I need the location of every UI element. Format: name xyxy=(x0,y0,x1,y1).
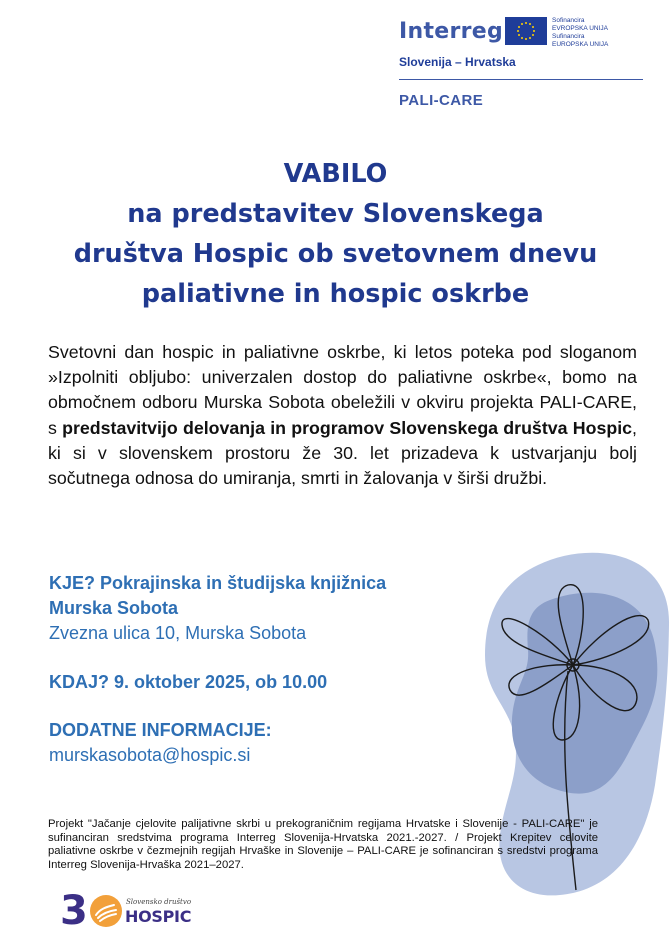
location-address: Zvezna ulica 10, Murska Sobota xyxy=(49,623,307,643)
contact-email-link[interactable]: murskasobota@hospic.si xyxy=(49,745,251,765)
funding-footnote: Projekt "Jačanje cjelovite palijativne skrbi u prekograničnim regijama Hrvatske i Slovenije - PALI-CARE" je sufinanciran sredstvima programa Interreg Slovenija-Hrvatska 2021.-2027. / Projekt Krepitev celovite paliativne oskrbe v čezmejnih regijah Hrvaške in Slovenije – PALI-CARE je sofinanciran s sredstvi programa Interreg Slovenija-Hrvaška 2021–2027. xyxy=(48,818,598,871)
more-info-label: DODATNE INFORMACIJE: xyxy=(49,720,272,740)
logo-subtitle: Slovensko društvo xyxy=(126,898,192,906)
hands-circle-logo-icon xyxy=(88,893,124,929)
invitation-title xyxy=(20,154,651,314)
cofund-text-si: Sofinancira EVROPSKA UNIJA xyxy=(552,17,608,32)
header-divider xyxy=(399,79,643,80)
cofund-text-hr: Sufinancira EUROPSKA UNIJA xyxy=(552,33,609,48)
location-label: KJE? Pokrajinska in študijska knjižnica xyxy=(49,573,387,593)
project-name: PALI-CARE xyxy=(399,92,484,109)
intro-text-2: , ki si v slovenskem prostoru že 30. let prizadeva k ustvarjanju bolj sočutnega odnosa do umiranja, smrti in žalovanja v širši družbi. xyxy=(48,417,637,489)
intro-paragraph xyxy=(48,340,637,491)
program-region: Slovenija – Hrvatska xyxy=(399,55,516,69)
title-line-4: paliativne in hospic oskrbe xyxy=(141,279,530,309)
title-line-2: na predstavitev Slovenskega xyxy=(127,199,544,229)
intro-bold-text: predstavitvijo delovanja in programov Slovenskega društva Hospic xyxy=(62,417,633,438)
logo-hospic-text: HOSPIC xyxy=(125,907,192,926)
event-date-time: KDAJ? 9. oktober 2025, ob 10.00 xyxy=(49,672,328,692)
interreg-logo-text: Interreg xyxy=(399,19,504,44)
intro-text-1: Svetovni dan hospic in paliativne oskrbe, ki letos poteka pod sloganom »Izpolniti obljubo: univerzalen dostop do paliativne oskrbe«, bomo na območnem odboru Murska Sobota obeležili v okviru projekta PALI-CARE, s xyxy=(48,342,637,438)
title-line-3: društva Hospic ob svetovnem dnevu xyxy=(73,239,598,269)
title-line-1: VABILO xyxy=(283,159,388,189)
location-city: Murska Sobota xyxy=(49,598,179,618)
logo-30-number: 3 xyxy=(60,888,87,934)
eu-flag-icon xyxy=(505,17,547,45)
